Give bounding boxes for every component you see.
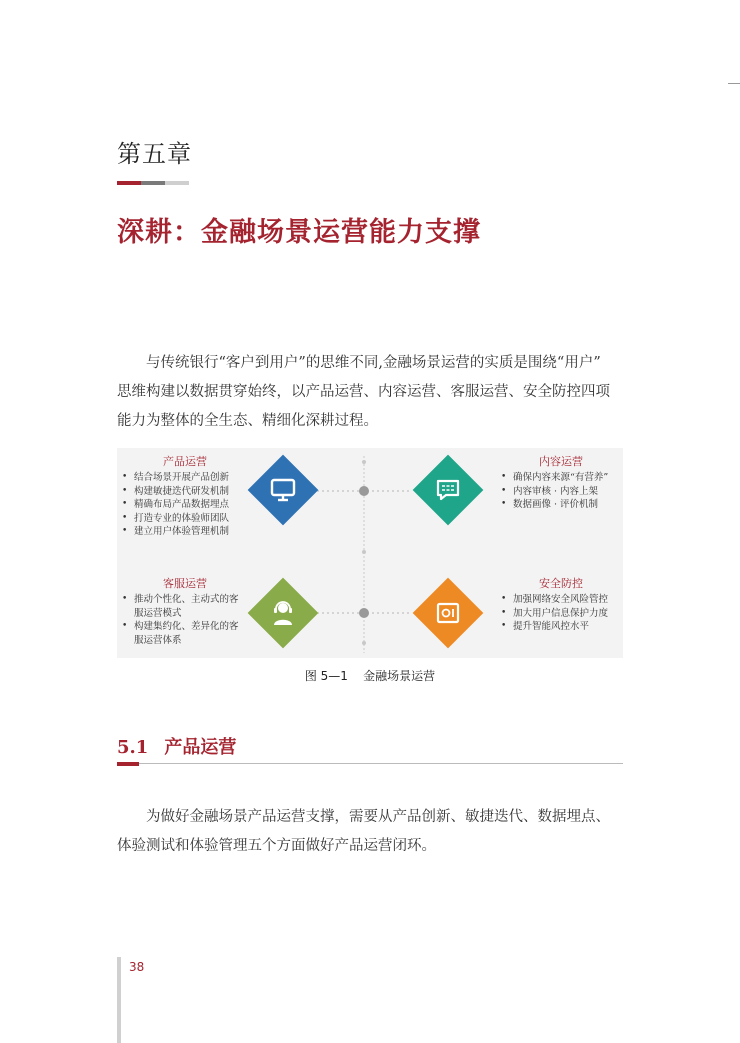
headset-agent-icon — [263, 593, 303, 633]
product-quadrant-title: 产品运营 — [163, 455, 207, 468]
list-item: • 推动个性化、主动式的客服运营模式 — [122, 593, 246, 620]
list-item: • 内容审核 · 内容上架 — [501, 485, 621, 499]
section-title: 产品运营 — [164, 737, 237, 758]
content-quadrant-title: 内容运营 — [539, 455, 583, 468]
list-item: • 数据画像 · 评价机制 — [501, 498, 621, 512]
list-item: • 构建敏捷迭代研发机制 — [122, 485, 242, 499]
intro-line: 能力为整体的全生态、精细化深耕过程。 — [117, 413, 378, 429]
figure-caption: 图 5—1 金融场景运营 — [304, 669, 436, 683]
axis-dot — [362, 460, 366, 464]
page-number: 38 — [129, 960, 145, 974]
safe-icon — [428, 593, 468, 633]
product-quadrant-list — [122, 471, 242, 539]
list-item: • 精确布局产品数据埋点 — [122, 498, 242, 512]
section-line: 体验测试和体验管理五个方面做好产品运营闭环。 — [117, 838, 436, 854]
list-item: • 加大用户信息保护力度 — [501, 607, 621, 621]
axis-dot — [362, 641, 366, 645]
chapter-title: 深耕：金融场景运营能力支撑 — [117, 217, 481, 248]
list-item: • 打造专业的体验师团队 — [122, 512, 242, 526]
page-number-bar — [117, 957, 121, 1043]
divider-segment-gray — [141, 181, 165, 185]
message-icon — [428, 470, 468, 510]
service-quadrant-title: 客服运营 — [163, 577, 207, 590]
security-quadrant-list — [501, 593, 621, 634]
chapter-divider — [117, 181, 189, 185]
intro-line: 思维构建以数据贯穿始终，以产品运营、内容运营、客服运营、安全防控四项 — [117, 384, 610, 400]
section-rule — [117, 763, 623, 764]
operations-figure — [117, 448, 623, 658]
top-node — [359, 486, 369, 496]
page-edge-mark — [728, 83, 740, 84]
bottom-node — [359, 608, 369, 618]
intro-paragraph — [117, 349, 623, 436]
list-item: • 确保内容来源“有营养” — [501, 471, 621, 485]
list-item: • 建立用户体验管理机制 — [122, 525, 242, 539]
section-number: 5.1 — [117, 737, 149, 758]
section-paragraph — [117, 803, 623, 861]
divider-segment-red — [117, 181, 141, 185]
security-quadrant-title: 安全防控 — [539, 577, 583, 590]
section-line: 为做好金融场景产品运营支撑，需要从产品创新、敏捷迭代、数据埋点、 — [146, 809, 610, 825]
divider-segment-light — [165, 181, 189, 185]
axis-dot — [362, 550, 366, 554]
section-heading — [117, 733, 236, 759]
monitor-icon — [263, 470, 303, 510]
list-item: • 加强网络安全风险管控 — [501, 593, 621, 607]
list-item: • 提升智能风控水平 — [501, 620, 621, 634]
section-accent-bar — [117, 762, 139, 766]
intro-line: 与传统银行“客户到用户”的思维不同,金融场景运营的实质是围绕“用户” — [146, 355, 601, 371]
list-item: • 结合场景开展产品创新 — [122, 471, 242, 485]
chapter-label: 第五章 — [117, 140, 192, 168]
content-quadrant-list — [501, 471, 621, 512]
list-item: • 构建集约化、差异化的客服运营体系 — [122, 620, 246, 647]
service-quadrant-list — [122, 593, 246, 647]
